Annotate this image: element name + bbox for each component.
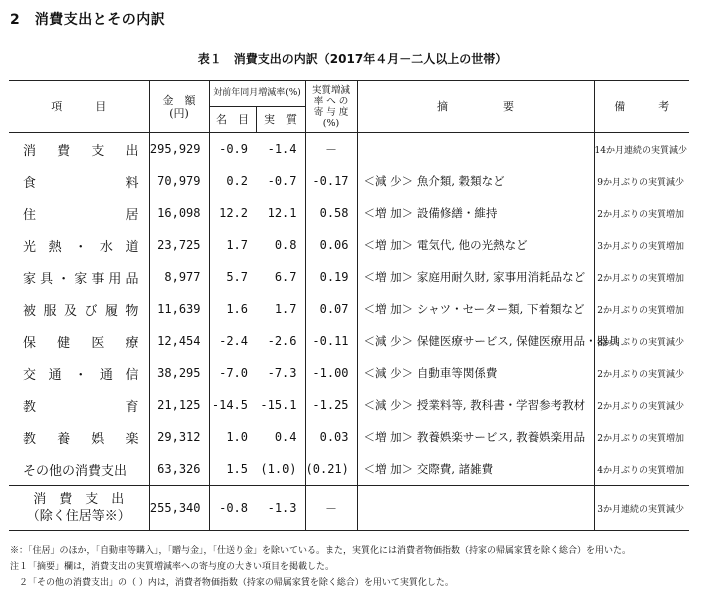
header-contribution: 実質増減 率 へ の 寄 与 度 (%) [305, 81, 357, 133]
row-item-label: 交 通 ・ 通 信 [23, 367, 139, 383]
row-real: -1.4 [267, 142, 297, 156]
row-remark: 2か月ぶりの実質増加 [594, 261, 689, 293]
header-yoy: 対前年同月増減率(%) [209, 81, 305, 107]
row-summary: ＜減 少＞ 自動車等関係費 [357, 357, 594, 389]
row-contribution: 0.19 [305, 261, 357, 293]
row-item: その他の消費支出 [23, 463, 128, 479]
row-summary: ＜増 加＞ 交際費, 諸雑費 [357, 453, 594, 486]
row-contribution: -0.11 [305, 325, 357, 357]
header-summary: 摘 要 [357, 81, 594, 133]
table-row [9, 293, 689, 325]
row-summary: ＜増 加＞ 教養娯楽サービス, 教養娯楽用品 [357, 421, 594, 453]
row-summary: ＜減 少＞ 保健医療サービス, 保健医療用品・器具 [357, 325, 594, 357]
row-contribution: 0.06 [305, 229, 357, 261]
table-row [9, 389, 689, 421]
row-nominal: 1.7 [209, 229, 256, 261]
row-real: 12.1 [267, 206, 297, 220]
row-contribution: 0.03 [305, 421, 357, 453]
row-amount: 70,979 [149, 165, 209, 197]
row-amount: 295,929 [149, 133, 209, 166]
table-row [9, 261, 689, 293]
row-item [9, 261, 149, 293]
row-amount: 63,326 [149, 453, 209, 486]
total-contribution: － [305, 486, 357, 531]
row-contribution: -0.17 [305, 165, 357, 197]
row-amount: 11,639 [149, 293, 209, 325]
row-amount: 21,125 [149, 389, 209, 421]
row-remark: 3か月ぶりの実質増加 [594, 229, 689, 261]
table-row [9, 325, 689, 357]
row-remark: 9か月ぶりの実質減少 [594, 165, 689, 197]
header-remarks: 備 考 [594, 81, 689, 133]
row-amount: 23,725 [149, 229, 209, 261]
total-summary [357, 486, 594, 531]
row-real: 1.7 [274, 302, 297, 316]
row-item-label: 教 育 [23, 399, 139, 415]
row-summary: ＜増 加＞ 設備修繕・維持 [357, 197, 594, 229]
row-item-label: 家 具 ・ 家 事 用 品 [23, 271, 139, 287]
row-nominal: -14.5 [209, 389, 256, 421]
header-nominal: 名 目 [209, 107, 256, 133]
row-summary: ＜増 加＞ 家庭用耐久財, 家事用消耗品など [357, 261, 594, 293]
row-nominal: 5.7 [209, 261, 256, 293]
row-real: 6.7 [274, 270, 297, 284]
row-remark: 2か月ぶりの実質増加 [594, 421, 689, 453]
row-amount: 8,977 [149, 261, 209, 293]
row-summary: ＜減 少＞ 授業料等, 教科書・学習参考教材 [357, 389, 594, 421]
row-nominal: -0.9 [209, 133, 256, 166]
table-row [9, 165, 689, 197]
total-real: -1.3 [256, 486, 305, 531]
table-row [9, 421, 689, 453]
row-item-label: 保 健 医 療 [23, 335, 139, 351]
footnote-2: ２「その他の消費支出」の（ ）内は，消費者物価指数（持家の帰属家賃を除く総合）を用いて実質化した。 [10, 578, 454, 588]
row-summary: ＜減 少＞ 魚介類, 穀類など [357, 165, 594, 197]
row-real: -7.3 [267, 366, 297, 380]
row-contribution: -1.25 [305, 389, 357, 421]
row-real: 0.4 [274, 430, 297, 444]
row-remark: 14か月連続の実質減少 [594, 133, 689, 166]
row-amount: 12,454 [149, 325, 209, 357]
total-nominal: -0.8 [209, 486, 256, 531]
row-nominal: 1.6 [209, 293, 256, 325]
row-amount: 16,098 [149, 197, 209, 229]
row-item-label: 住 居 [23, 207, 139, 223]
row-item-label: 消 費 支 出 [23, 143, 139, 159]
row-item-label: 教 養 娯 楽 [23, 431, 139, 447]
row-item-label: 被 服 及 び 履 物 [23, 303, 139, 319]
row-summary [357, 133, 594, 166]
row-amount: 29,312 [149, 421, 209, 453]
header-item: 項 目 [9, 81, 149, 133]
total-amount: 255,340 [149, 486, 209, 531]
row-item [9, 421, 149, 453]
row-nominal: -2.4 [209, 325, 256, 357]
row-item [9, 293, 149, 325]
table-row [9, 229, 689, 261]
row-nominal: 0.2 [209, 165, 256, 197]
footnote-asterisk: ※：「住居」のほか，「自動車等購入」，「贈与金」，「仕送り金」を除いている。また，実質化には消費者物価指数（持家の帰属家賃を除く総合）を用いた。 [10, 546, 632, 556]
row-remark: 2か月ぶりの実質増加 [594, 293, 689, 325]
row-item [9, 133, 149, 166]
table-row [9, 133, 689, 166]
table-row [9, 197, 689, 229]
row-item-label: 光 熱 ・ 水 道 [23, 239, 139, 255]
row-item [9, 165, 149, 197]
row-remark: 4か月ぶりの実質増加 [594, 453, 689, 486]
row-nominal: 1.0 [209, 421, 256, 453]
table-title: 表１ 消費支出の内訳（2017年４月－二人以上の世帯） [197, 52, 508, 66]
header-amount: 金 額 (円) [149, 81, 209, 133]
row-remark: 8か月ぶりの実質減少 [594, 325, 689, 357]
section-title: 2 消費支出とその内訳 [10, 12, 166, 28]
row-amount: 38,295 [149, 357, 209, 389]
row-remark: 2か月ぶりの実質減少 [594, 389, 689, 421]
row-contribution: -1.00 [305, 357, 357, 389]
row-item [9, 229, 149, 261]
row-contribution: 0.07 [305, 293, 357, 325]
row-nominal: 12.2 [209, 197, 256, 229]
row-remark: 2か月ぶりの実質増加 [594, 197, 689, 229]
row-real: 0.8 [274, 238, 297, 252]
row-nominal: 1.5 [209, 453, 256, 486]
table-row [9, 453, 689, 486]
row-contribution: (0.21) [305, 453, 357, 486]
row-real: -0.7 [267, 174, 297, 188]
header-real: 実 質 [256, 107, 305, 133]
row-real: -2.6 [267, 334, 297, 348]
table-row [9, 357, 689, 389]
row-contribution: － [305, 133, 357, 166]
row-item [9, 197, 149, 229]
row-item [9, 389, 149, 421]
row-contribution: 0.58 [305, 197, 357, 229]
total-label: 消 費 支 出 （除く住居等※） [9, 486, 149, 531]
row-item-label: 食 料 [23, 175, 139, 191]
row-remark: 2か月ぶりの実質減少 [594, 357, 689, 389]
row-summary: ＜増 加＞ 電気代, 他の光熱など [357, 229, 594, 261]
total-row-excluding-housing [9, 486, 689, 531]
row-real: -15.1 [260, 398, 297, 412]
row-summary: ＜増 加＞ シャツ・セーター類, 下着類など [357, 293, 594, 325]
footnote-1: 注１「摘要」欄は，消費支出の実質増減率への寄与度の大きい項目を掲載した。 [10, 562, 335, 572]
row-real: (1.0) [260, 462, 297, 476]
row-nominal: -7.0 [209, 357, 256, 389]
consumption-table [9, 80, 689, 531]
row-item [9, 325, 149, 357]
total-remark: 3か月連続の実質減少 [594, 486, 689, 531]
row-item [9, 357, 149, 389]
